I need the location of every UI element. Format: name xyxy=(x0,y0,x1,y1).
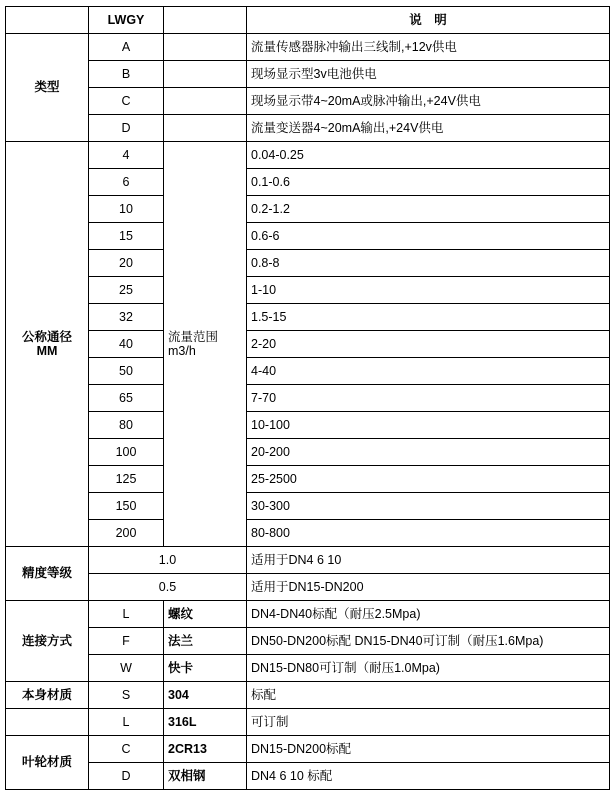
desc-cell: 适用于DN15-DN200 xyxy=(247,574,610,601)
desc-cell: 可订制 xyxy=(247,709,610,736)
table-row xyxy=(6,412,610,439)
table-row xyxy=(6,34,610,61)
mid-cell: 法兰 xyxy=(164,628,247,655)
header-cell-blank2 xyxy=(164,7,247,34)
table-row xyxy=(6,331,610,358)
desc-cell: 现场显示带4~20mA或脉冲输出,+24V供电 xyxy=(247,88,610,115)
desc-cell: 0.2-1.2 xyxy=(247,196,610,223)
table-row xyxy=(6,61,610,88)
code-cell: F xyxy=(89,628,164,655)
code-cell: L xyxy=(89,709,164,736)
group-label-line1: 公称通径 xyxy=(21,329,72,344)
code-cell: 32 xyxy=(89,304,164,331)
flow-range-label xyxy=(164,142,247,547)
table-row xyxy=(6,628,610,655)
code-cell: D xyxy=(89,115,164,142)
desc-cell: 流量传感器脉冲输出三线制,+12v供电 xyxy=(247,34,610,61)
table-row xyxy=(6,385,610,412)
mid-cell xyxy=(164,88,247,115)
code-cell: 200 xyxy=(89,520,164,547)
code-cell: A xyxy=(89,34,164,61)
desc-cell: 80-800 xyxy=(247,520,610,547)
code-cell: D xyxy=(89,763,164,790)
group-label-impeller-material: 叶轮材质 xyxy=(6,736,89,790)
flow-range-line2: m3/h xyxy=(168,344,196,358)
code-cell: 150 xyxy=(89,493,164,520)
desc-cell: DN15-DN200标配 xyxy=(247,736,610,763)
desc-cell: 0.8-8 xyxy=(247,250,610,277)
code-cell: 10 xyxy=(89,196,164,223)
table-row xyxy=(6,709,610,736)
desc-cell: 1-10 xyxy=(247,277,610,304)
code-cell: 20 xyxy=(89,250,164,277)
desc-cell: 25-2500 xyxy=(247,466,610,493)
group-label-nominal-diameter xyxy=(6,142,89,547)
table-row xyxy=(6,358,610,385)
code-cell: S xyxy=(89,682,164,709)
table-row xyxy=(6,196,610,223)
specification-table xyxy=(5,6,610,790)
group-label-accuracy: 精度等级 xyxy=(6,547,89,601)
desc-cell: 流量变送器4~20mA输出,+24V供电 xyxy=(247,115,610,142)
table-row xyxy=(6,655,610,682)
table-row xyxy=(6,466,610,493)
desc-cell: 0.6-6 xyxy=(247,223,610,250)
desc-cell: 2-20 xyxy=(247,331,610,358)
mid-cell xyxy=(164,34,247,61)
table-row xyxy=(6,493,610,520)
mid-cell: 304 xyxy=(164,682,247,709)
code-cell: L xyxy=(89,601,164,628)
desc-cell: 10-100 xyxy=(247,412,610,439)
code-cell: 6 xyxy=(89,169,164,196)
table-row xyxy=(6,736,610,763)
mid-cell: 螺纹 xyxy=(164,601,247,628)
code-cell: 65 xyxy=(89,385,164,412)
group-label-type: 类型 xyxy=(6,34,89,142)
desc-cell: 标配 xyxy=(247,682,610,709)
table-row xyxy=(6,115,610,142)
header-cell-blank xyxy=(6,7,89,34)
code-cell: 4 xyxy=(89,142,164,169)
code-cell: 125 xyxy=(89,466,164,493)
desc-cell: DN4 6 10 标配 xyxy=(247,763,610,790)
desc-cell: 现场显示型3v电池供电 xyxy=(247,61,610,88)
mid-cell: 2CR13 xyxy=(164,736,247,763)
table-row xyxy=(6,547,610,574)
table-row xyxy=(6,574,610,601)
header-cell-description: 说 明 xyxy=(247,7,610,34)
table-header-row xyxy=(6,7,610,34)
mid-cell xyxy=(164,115,247,142)
group-label-connection: 连接方式 xyxy=(6,601,89,682)
group-label-body-material: 本身材质 xyxy=(6,682,89,709)
desc-cell: 20-200 xyxy=(247,439,610,466)
code-cell: 25 xyxy=(89,277,164,304)
code-cell: 40 xyxy=(89,331,164,358)
table-row xyxy=(6,223,610,250)
desc-cell: 适用于DN4 6 10 xyxy=(247,547,610,574)
desc-cell: 0.1-0.6 xyxy=(247,169,610,196)
code-cell: 0.5 xyxy=(89,574,247,601)
desc-cell: DN4-DN40标配（耐压2.5Mpa) xyxy=(247,601,610,628)
desc-cell: 30-300 xyxy=(247,493,610,520)
group-label-blank xyxy=(6,709,89,736)
mid-cell xyxy=(164,61,247,88)
table-row xyxy=(6,277,610,304)
code-cell: B xyxy=(89,61,164,88)
table-row xyxy=(6,439,610,466)
desc-cell: DN50-DN200标配 DN15-DN40可订制（耐压1.6Mpa) xyxy=(247,628,610,655)
mid-cell: 双相钢 xyxy=(164,763,247,790)
flow-range-line1: 流量范围 xyxy=(168,329,219,344)
table-row xyxy=(6,520,610,547)
table-row xyxy=(6,250,610,277)
mid-cell: 快卡 xyxy=(164,655,247,682)
code-cell: 15 xyxy=(89,223,164,250)
code-cell: 80 xyxy=(89,412,164,439)
desc-cell: 7-70 xyxy=(247,385,610,412)
table-row xyxy=(6,142,610,169)
mid-cell: 316L xyxy=(164,709,247,736)
table-row xyxy=(6,682,610,709)
table-row xyxy=(6,88,610,115)
table-row xyxy=(6,763,610,790)
code-cell: 1.0 xyxy=(89,547,247,574)
code-cell: C xyxy=(89,736,164,763)
group-label-line2: MM xyxy=(36,344,58,358)
desc-cell: 4-40 xyxy=(247,358,610,385)
table-row xyxy=(6,601,610,628)
code-cell: W xyxy=(89,655,164,682)
code-cell: 50 xyxy=(89,358,164,385)
table-row xyxy=(6,169,610,196)
desc-cell: 1.5-15 xyxy=(247,304,610,331)
table-row xyxy=(6,304,610,331)
header-cell-model: LWGY xyxy=(89,7,164,34)
code-cell: 100 xyxy=(89,439,164,466)
code-cell: C xyxy=(89,88,164,115)
desc-cell: 0.04-0.25 xyxy=(247,142,610,169)
desc-cell: DN15-DN80可订制（耐压1.0Mpa) xyxy=(247,655,610,682)
